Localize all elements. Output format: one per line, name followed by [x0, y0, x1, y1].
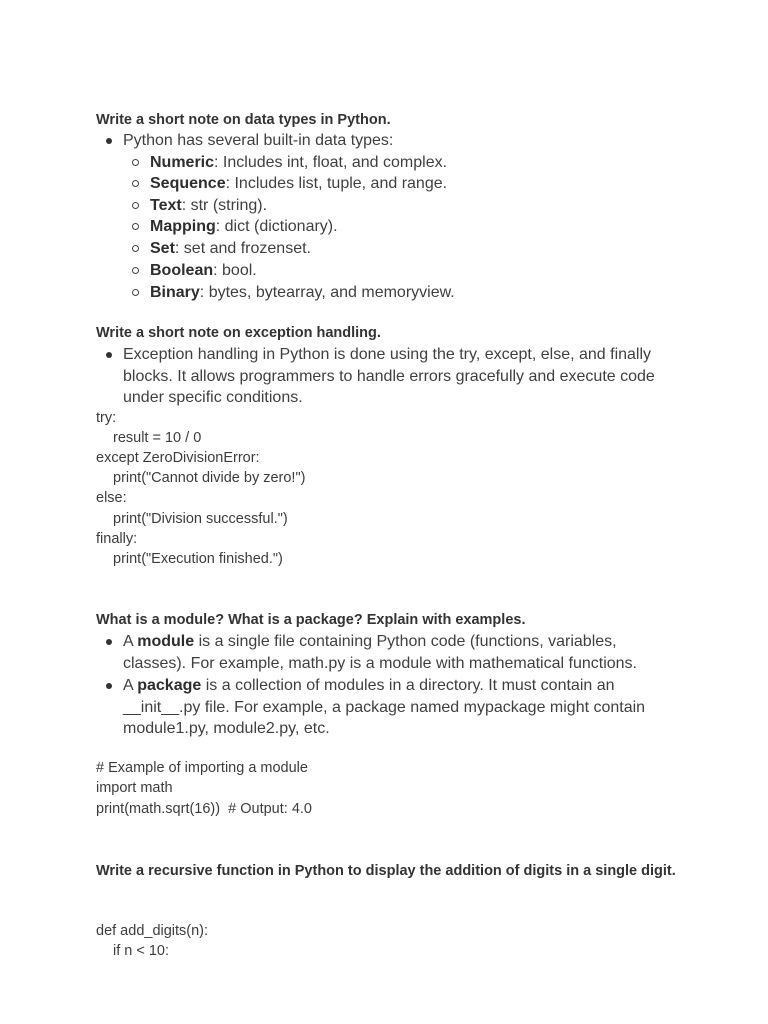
term-module: module	[137, 633, 195, 650]
code-line: print("Division successful.")	[113, 511, 288, 527]
code-line: print("Execution finished.")	[113, 551, 283, 567]
data-type-term: Set	[150, 240, 175, 257]
data-type-desc: : str (string).	[181, 197, 268, 214]
data-type-desc: : bool.	[213, 262, 257, 279]
code-line: except ZeroDivisionError:	[96, 450, 260, 466]
data-type-desc: : bytes, bytearray, and memoryview.	[199, 284, 455, 301]
code-line: if n < 10:	[113, 943, 170, 959]
list-item: Python has several built-in data types:	[123, 130, 683, 152]
list-item	[150, 260, 257, 282]
data-type-desc: : set and frozenset.	[174, 240, 311, 257]
term-package: package	[137, 677, 202, 694]
data-type-term: Text	[150, 197, 182, 214]
code-line: try:	[96, 410, 117, 426]
question-heading-recursive-function: Write a recursive function in Python to display the addition of digits in a single digit.	[96, 863, 676, 879]
question-heading-module-package: What is a module? What is a package? Explain with examples.	[96, 612, 526, 628]
code-line: import math	[96, 780, 173, 796]
data-type-term: Binary	[150, 284, 200, 301]
data-type-term: Numeric	[150, 154, 215, 171]
list-item	[150, 195, 267, 217]
code-line: result = 10 / 0	[113, 430, 202, 446]
data-type-desc: : Includes list, tuple, and range.	[225, 175, 448, 192]
text-prefix: A	[123, 677, 138, 694]
data-type-term: Sequence	[150, 175, 226, 192]
text-prefix: A	[123, 633, 138, 650]
data-type-desc: : dict (dictionary).	[215, 218, 338, 235]
list-item	[150, 282, 455, 304]
code-line: else:	[96, 490, 127, 506]
text-rest: is a single file containing Python code (functions, variables, classes). For example, math.py is a module with mathematical functions.	[123, 633, 637, 672]
list-item	[150, 173, 447, 195]
question-heading-exception-handling: Write a short note on exception handling.	[96, 325, 381, 341]
data-type-term: Mapping	[150, 218, 216, 235]
code-line: print(math.sqrt(16)) # Output: 4.0	[96, 801, 312, 817]
list-item: Exception handling in Python is done using the try, except, else, and finally blocks. It allows programmers to handle errors gracefully and execute code under specific conditions.	[123, 344, 683, 409]
data-type-term: Boolean	[150, 262, 214, 279]
question-heading-data-types: Write a short note on data types in Python.	[96, 112, 391, 128]
code-line: # Example of importing a module	[96, 760, 308, 776]
list-item	[150, 216, 338, 238]
list-item	[150, 152, 447, 174]
list-item	[123, 675, 683, 740]
list-item	[150, 238, 311, 260]
code-line: finally:	[96, 531, 138, 547]
code-line: def add_digits(n):	[96, 923, 209, 939]
list-item	[123, 631, 683, 674]
data-type-desc: : Includes int, float, and complex.	[214, 154, 448, 171]
code-line: print("Cannot divide by zero!")	[113, 470, 306, 486]
text-rest: is a collection of modules in a directory. It must contain an __init__.py file. For example, a package named mypackage might contain module1.py, module2.py, etc.	[123, 677, 646, 738]
